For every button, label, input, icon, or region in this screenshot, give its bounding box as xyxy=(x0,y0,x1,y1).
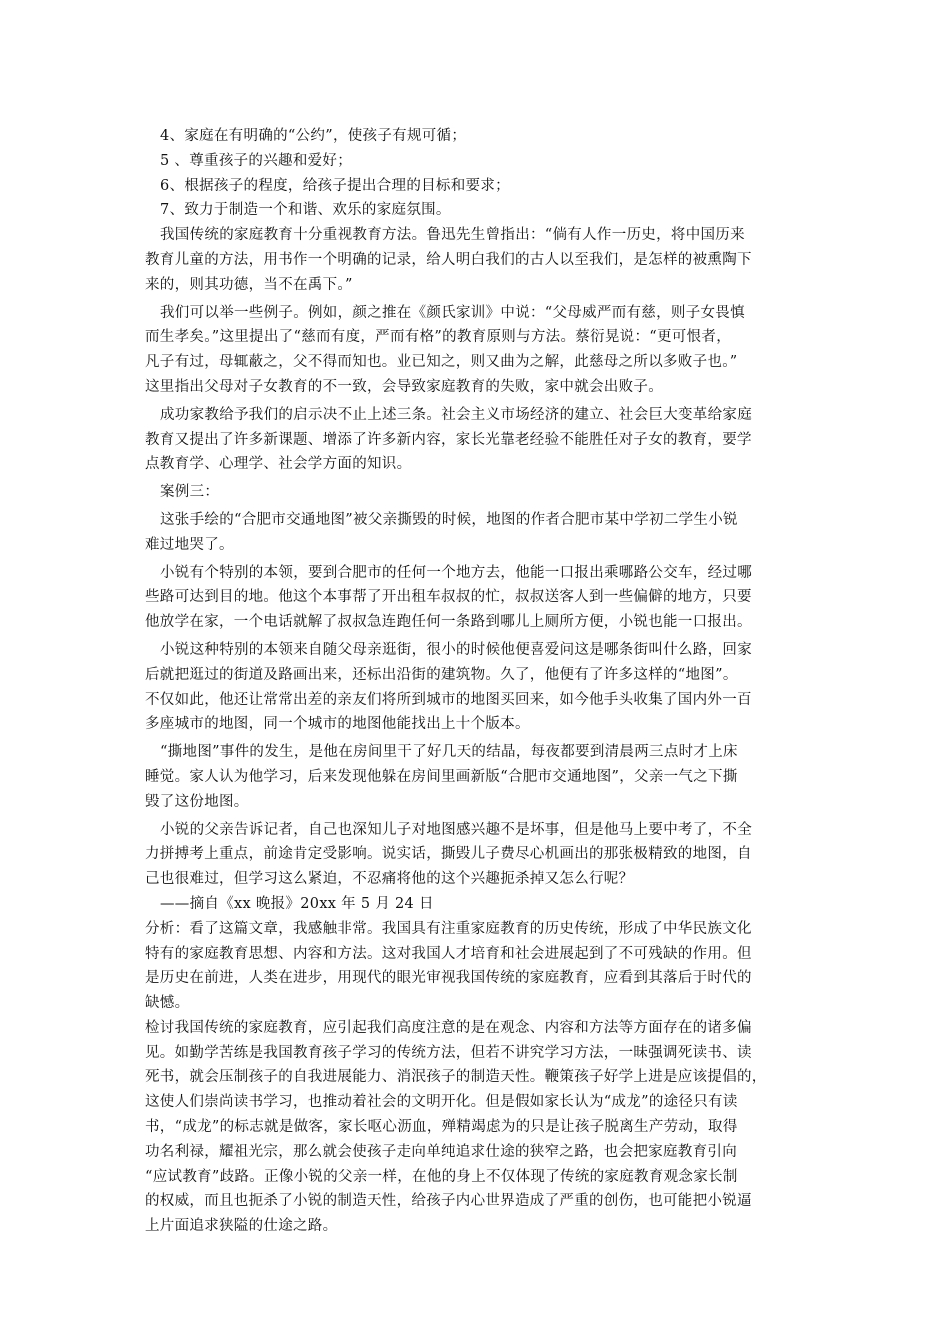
review-line: “应试教育”歧路。正像小锐的父亲一样，在他的身上不仅体现了传统的家庭教育观念家长制 xyxy=(145,1168,738,1185)
analysis-line: 缺憾。 xyxy=(145,995,190,1012)
analysis-line: 分析：看了这篇文章，我感触非常。我国具有注重家庭教育的历史传统，形成了中华民族文化 xyxy=(145,920,752,937)
paragraph-line: 教育儿童的方法，用书作一个明确的记录，给人明白我们的古人以至我们，是怎样的被熏陶下 xyxy=(145,251,752,268)
paragraph-line: 毁了这份地图。 xyxy=(145,793,249,810)
paragraph-line: 难过地哭了。 xyxy=(145,536,234,553)
paragraph-line: 己也很难过，但学习这么紧迫，不忍痛将他的这个兴趣扼杀掉又怎么行呢？ xyxy=(145,871,634,888)
case-title: 案例三： xyxy=(160,484,220,501)
principles-list xyxy=(145,124,810,223)
paragraph-line: 多座城市的地图，同一个城市的地图他能找出上十个版本。 xyxy=(145,716,530,733)
paragraph-line: 些路可达到目的地。他这个本事帮了开出租车叔叔的忙，叔叔送客人到一些偏僻的地方，只要 xyxy=(145,589,752,606)
review-line: 的权威，而且也扼杀了小锐的制造天性，给孩子内心世界造成了严重的创伤，也可能把小锐逼 xyxy=(145,1193,752,1210)
review-line: 死书，就会压制孩子的自我进展能力、消泯孩子的制造天性。鞭策孩子好学上进是应该提倡的， xyxy=(145,1069,767,1086)
paragraph-line: 成功家教给予我们的启示决不止上述三条。社会主义市场经济的建立、社会巨大变革给家庭 xyxy=(160,406,752,423)
paragraph-case-skill xyxy=(145,561,810,635)
paragraph-lessons xyxy=(145,403,810,477)
document-page xyxy=(145,124,810,1239)
paragraph-examples xyxy=(145,301,810,400)
citation-line: ——摘自《xx 晚报》20xx 年 5 月 24 日 xyxy=(160,895,434,912)
list-item: 5 、尊重孩子的兴趣和爱好； xyxy=(160,152,353,169)
list-item: 7、致力于制造一个和谐、欢乐的家庭氛围。 xyxy=(160,202,451,219)
list-item: 4、家庭在有明确的“公约”，使孩子有规可循； xyxy=(160,128,467,144)
paragraph-line: 小锐的父亲告诉记者，自己也深知儿子对地图感兴趣不是坏事，但是他马上要中考了，不全 xyxy=(160,821,752,838)
review-line: 功名利禄，耀祖光宗，那么就会使孩子走向单纯追求仕途的狭窄之路，也会把家庭教育引向 xyxy=(145,1143,737,1160)
paragraph-line: 教育又提出了许多新课题、增添了许多新内容，家长光靠老经验不能胜任对子女的教育，要学 xyxy=(145,431,752,448)
paragraph-line: 后就把逛过的街道及路画出来，还标出沿街的建筑物。久了，他便有了许多这样的“地图”。 xyxy=(145,666,738,683)
review-line: 上片面追求狭隘的仕途之路。 xyxy=(145,1218,338,1235)
paragraph-line: 不仅如此，他还让常常出差的亲友们将所到城市的地图买回来，如今他手头收集了国内外一百 xyxy=(145,691,752,708)
review-paragraph xyxy=(145,1016,810,1239)
paragraph-line: 这里指出父母对子女教育的不一致，会导致家庭教育的失败，家中就会出败子。 xyxy=(145,378,663,395)
paragraph-line: 睡觉。家人认为他学习，后来发现他躲在房间里画新版“合肥市交通地图”，父亲一气之下撕 xyxy=(145,768,738,785)
review-line: 见。如勤学苦练是我国教育孩子学习的传统方法，但若不讲究学习方法，一昧强调死读书、读 xyxy=(145,1044,752,1061)
paragraph-line: 小锐有个特别的本领，要到合肥市的任何一个地方去，他能一口报出乘哪路公交车，经过哪 xyxy=(160,564,752,581)
paragraph-line: 这张手绘的“合肥市交通地图”被父亲撕毁的时候，地图的作者合肥市某中学初二学生小锐 xyxy=(160,511,738,528)
analysis-line: 是历史在前进，人类在进步，用现代的眼光审视我国传统的家庭教育，应看到其落后于时代的 xyxy=(145,970,752,987)
paragraph-line: 他放学在家，一个电话就解了叔叔急连跑任何一条路到哪儿上厕所方便，小锐也能一口报出。 xyxy=(145,614,752,631)
paragraph-line: 我们可以举一些例子。例如，颜之推在《颜氏家训》中说：“父母威严而有慈，则子女畏慎 xyxy=(160,304,745,321)
paragraph-line: 点教育学、心理学、社会学方面的知识。 xyxy=(145,456,412,473)
paragraph-case-intro xyxy=(145,508,810,558)
paragraph-traditional-methods xyxy=(145,223,810,297)
paragraph-line: 小锐这种特别的本领来自随父母亲逛街，很小的时候他便喜爱问这是哪条街叫什么路，回家 xyxy=(160,641,752,658)
paragraph-case-father xyxy=(145,818,810,892)
paragraph-line: “撕地图”事件的发生，是他在房间里干了好几天的结晶，每夜都要到清晨两三点时才上床 xyxy=(160,744,738,761)
list-item: 6、根据孩子的程度，给孩子提出合理的目标和要求； xyxy=(160,177,510,194)
paragraph-case-origin xyxy=(145,638,810,737)
paragraph-line: 来的，则其功德，当不在禹下。” xyxy=(145,276,353,293)
review-line: 检讨我国传统的家庭教育，应引起我们高度注意的是在观念、内容和方法等方面存在的诸多偏 xyxy=(145,1019,752,1036)
analysis-line: 特有的家庭教育思想、内容和方法。这对我国人才培育和社会进展起到了不可残缺的作用。但 xyxy=(145,945,752,962)
review-line: 这使人们崇尚读书学习，也推动着社会的文明开化。但是假如家长认为“成龙”的途径只有读 xyxy=(145,1094,738,1111)
review-line: 书，“成龙”的标志就是做客，家长呕心沥血，殚精竭虑为的只是让孩子脱离生产劳动，取得 xyxy=(145,1119,738,1136)
citation xyxy=(145,892,810,917)
analysis-paragraph xyxy=(145,917,810,1016)
case-heading xyxy=(145,480,810,505)
paragraph-line: 凡子有过，母辄蔽之，父不得而知也。业已知之，则又曲为之解，此慈母之所以多败子也。” xyxy=(145,354,738,371)
paragraph-case-event xyxy=(145,740,810,814)
paragraph-line: 我国传统的家庭教育十分重视教育方法。鲁迅先生曾指出：“倘有人作一历史，将中国历来 xyxy=(160,227,745,244)
paragraph-line: 而生孝矣。”这里提出了“慈而有度，严而有格”的教育原则与方法。蔡衍晃说：“更可恨者， xyxy=(145,329,731,346)
paragraph-line: 力拼搏考上重点，前途肯定受影响。说实话，撕毁儿子费尽心机画出的那张极精致的地图，自 xyxy=(145,846,752,863)
